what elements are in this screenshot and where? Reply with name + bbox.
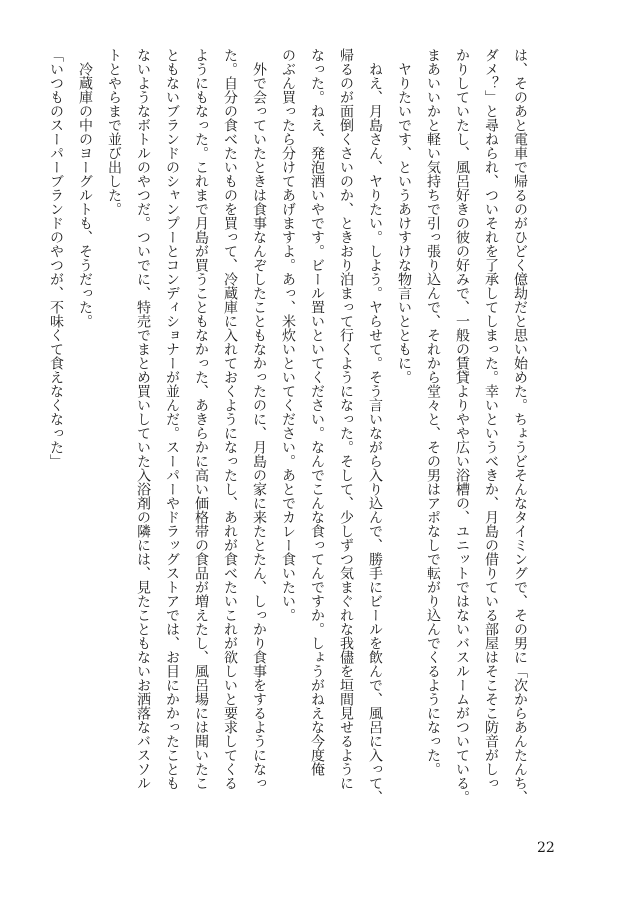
text-line: は、そのあと電車で帰るのがひどく億劫だと思い始めた。ちょうどそんなタイミングで、その男に「次からあんたんち、 xyxy=(512,48,528,804)
text-line: かりしていたし、風呂好きの彼の好みで、一般の賃貸よりやや広い浴槽の、ユニットではないバスルームがついている。 xyxy=(454,48,470,804)
text-line: トとやらまで並び出した。 xyxy=(106,48,122,216)
text-line: ダメ？」と尋ねられ、ついそれを了承してしまった。幸いというべきか、月島の借りている部屋はそこそこ防音がしっ xyxy=(483,48,499,790)
text-line: 帰るのが面倒くさいのか、ときおり泊まって行くようになった。そして、少しずつ気まぐれな我儘を垣間見せるように xyxy=(338,48,354,790)
page-number: 22 xyxy=(537,840,555,856)
text-line: なった。ねえ、発泡酒いやです。ビール置いといてください。なんでこんな食ってんですか。しょうがねえな今度俺 xyxy=(309,48,325,776)
text-line: ないようなボトルのやつだ。ついでに、特売でまとめ買いしていた入浴剤の隣には、見たこともないお洒落なバスソル xyxy=(135,48,151,790)
vertical-text-body xyxy=(41,48,534,804)
text-line: ヤりたいです、というあけすけな物言いとともに。 xyxy=(396,48,412,384)
text-line: のぶん買ったら分けてあげますよ。あっ、米炊いといてください。あとでカレー食いたい。 xyxy=(280,48,296,622)
text-line: ねえ、月島さん、ヤりたい。しよう。ヤらせて。そう言いながら入り込んで、勝手にビールを飲んで、風呂に入って、 xyxy=(367,48,383,804)
text-line: まあいいかと軽い気持ちで引っ張り込んで、それから堂々と、その男はアポなしで転がり込んでくるようになった。 xyxy=(425,48,441,776)
text-line: 冷蔵庫の中のヨーグルトも、そうだった。 xyxy=(77,48,93,328)
text-line: た。自分の食べたいものを買って、冷蔵庫に入れておくようになったし、あれが食べたいこれが欲しいと要求してくる xyxy=(222,48,238,790)
text-line: 外で会っていたときは食事なんぞしたこともなかったのに、月島の家に来たとたん、しっかり食事をするようになっ xyxy=(251,48,267,790)
text-line: 「いつものスーパーブランドのやつが、不味くて食えなくなった」 xyxy=(48,48,64,468)
text-line: ようにもなった。これまで月島が買うこともなかった、あきらかに高い価格帯の食品が増えたし、風呂場には聞いたこ xyxy=(193,48,209,790)
text-line: ともないブランドのシャンプーとコンディショナーが並んだ。スーパーやドラッグストアでは、お目にかかったことも xyxy=(164,48,180,790)
